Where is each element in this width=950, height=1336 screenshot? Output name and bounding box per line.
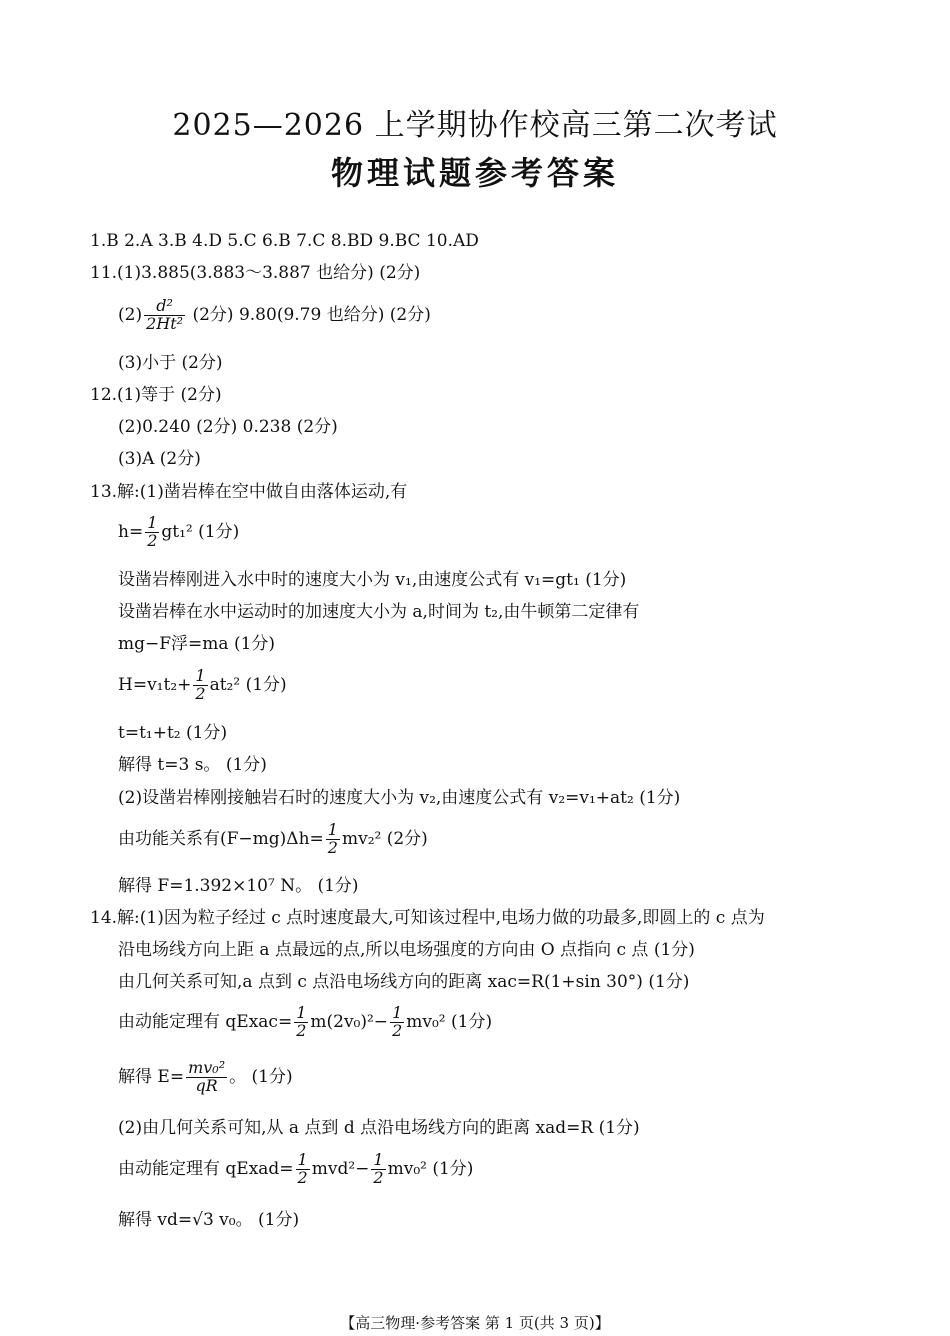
q11-part1: 11.(1)3.885(3.883～3.887 也给分) (2分): [90, 263, 421, 283]
multiple-choice-answers: 1.B 2.A 3.B 4.D 5.C 6.B 7.C 8.BD 9.BC 10.AD: [90, 231, 479, 251]
fraction-numerator: 1: [195, 666, 206, 685]
fraction-denominator: qR: [195, 1075, 218, 1095]
q11-part2: [118, 298, 431, 333]
q13-fraction-half: [145, 515, 159, 550]
q11-fraction: [144, 298, 185, 333]
q11-fraction-denominator: 2Ht²: [146, 313, 184, 333]
q14-line4: [118, 1005, 492, 1040]
q12-part1: 12.(1)等于 (2分): [90, 385, 222, 405]
q14-line5-b: 。 (1分): [229, 1066, 293, 1087]
q13-line10-a: 由功能关系有(F−mg)Δh=: [118, 828, 324, 849]
q12-part3: (3)A (2分): [118, 449, 201, 469]
q14-line8: 解得 vd=√3 v₀。 (1分): [118, 1210, 300, 1230]
q14-line7-a: 由动能定理有 qExad=: [118, 1158, 294, 1179]
q13-line9: (2)设凿岩棒刚接触岩石时的速度大小为 v₂,由速度公式有 v₂=v₁+at₂ (1分): [118, 788, 681, 808]
q13-fraction-half-3: [326, 822, 340, 857]
fraction-denominator: 2: [373, 1167, 384, 1187]
q14-line7-c: mv₀² (1分): [387, 1158, 474, 1179]
q14-line4-b: m(2v₀)²−: [310, 1011, 389, 1032]
q13-line2: [118, 515, 239, 550]
fraction-numerator: mv₀²: [188, 1058, 226, 1077]
q14-fraction-e: [186, 1060, 227, 1095]
fraction-denominator: 2: [195, 683, 206, 703]
fraction-denominator: 2: [297, 1167, 308, 1187]
q14-fraction-half-4: [371, 1152, 385, 1187]
exam-title: 2025—2026 上学期协作校高三第二次考试: [172, 108, 778, 143]
q11-part2-suffix: (2分) 9.80(9.79 也给分) (2分): [187, 304, 431, 325]
q13-line10: [118, 822, 428, 857]
q14-line4-c: mv₀² (1分): [406, 1011, 493, 1032]
exam-subtitle: 物理试题参考答案: [330, 154, 619, 192]
q14-line1: 14.解:(1)因为粒子经过 c 点时速度最大,可知该过程中,电场力做的功最多,即圆上的 c 点为: [90, 908, 765, 928]
q13-line8: 解得 t=3 s。 (1分): [118, 755, 267, 775]
q12-part2: (2)0.240 (2分) 0.238 (2分): [118, 417, 338, 437]
q13-line2-a: h=: [118, 521, 144, 542]
q14-line2: 沿电场线方向上距 a 点最远的点,所以电场强度的方向由 O 点指向 c 点 (1分): [118, 940, 695, 960]
fraction-denominator: 2: [147, 530, 158, 550]
fraction-numerator: 1: [296, 1003, 307, 1022]
q13-line10-b: mv₂² (2分): [341, 828, 428, 849]
q11-fraction-numerator: d²: [144, 298, 185, 316]
fraction-denominator: 2: [327, 837, 338, 857]
fraction-numerator: 1: [327, 820, 338, 839]
q13-line1: 13.解:(1)凿岩棒在空中做自由落体运动,有: [90, 482, 408, 502]
fraction-numerator: 1: [147, 513, 158, 532]
q13-line4: 设凿岩棒在水中运动时的加速度大小为 a,时间为 t₂,由牛顿第二定律有: [118, 602, 640, 622]
q14-line6: (2)由几何关系可知,从 a 点到 d 点沿电场线方向的距离 xad=R (1分): [118, 1118, 640, 1138]
q14-line7: [118, 1152, 473, 1187]
q14-line3: 由几何关系可知,a 点到 c 点沿电场线方向的距离 xac=R(1+sin 30°) (1分): [118, 972, 690, 992]
q14-fraction-half-1: [294, 1005, 308, 1040]
q14-line7-b: mvd²−: [311, 1158, 370, 1179]
fraction-numerator: 1: [392, 1003, 403, 1022]
q14-line5-a: 解得 E=: [118, 1066, 185, 1087]
q13-line6: [118, 668, 287, 703]
q13-line6-a: H=v₁t₂+: [118, 674, 192, 695]
fraction-denominator: 2: [392, 1020, 403, 1040]
page-footer: 【高三物理·参考答案 第 1 页(共 3 页)】: [340, 1314, 610, 1332]
q13-line11: 解得 F=1.392×10⁷ N。 (1分): [118, 876, 359, 896]
fraction-denominator: 2: [296, 1020, 307, 1040]
q13-line7: t=t₁+t₂ (1分): [118, 723, 228, 743]
q14-line5: [118, 1060, 293, 1095]
q11-part2-prefix: (2): [118, 304, 143, 325]
q14-fraction-half-3: [296, 1152, 310, 1187]
fraction-numerator: 1: [373, 1150, 384, 1169]
fraction-numerator: 1: [297, 1150, 308, 1169]
q14-fraction-half-2: [390, 1005, 404, 1040]
q13-line6-b: at₂² (1分): [209, 674, 287, 695]
q13-line5: mg−F浮=ma (1分): [118, 634, 276, 654]
q13-fraction-half-2: [193, 668, 207, 703]
q14-line4-a: 由动能定理有 qExac=: [118, 1011, 293, 1032]
q13-line3: 设凿岩棒刚进入水中时的速度大小为 v₁,由速度公式有 v₁=gt₁ (1分): [118, 570, 627, 590]
q11-part3: (3)小于 (2分): [118, 353, 223, 373]
q13-line2-b: gt₁² (1分): [161, 521, 240, 542]
